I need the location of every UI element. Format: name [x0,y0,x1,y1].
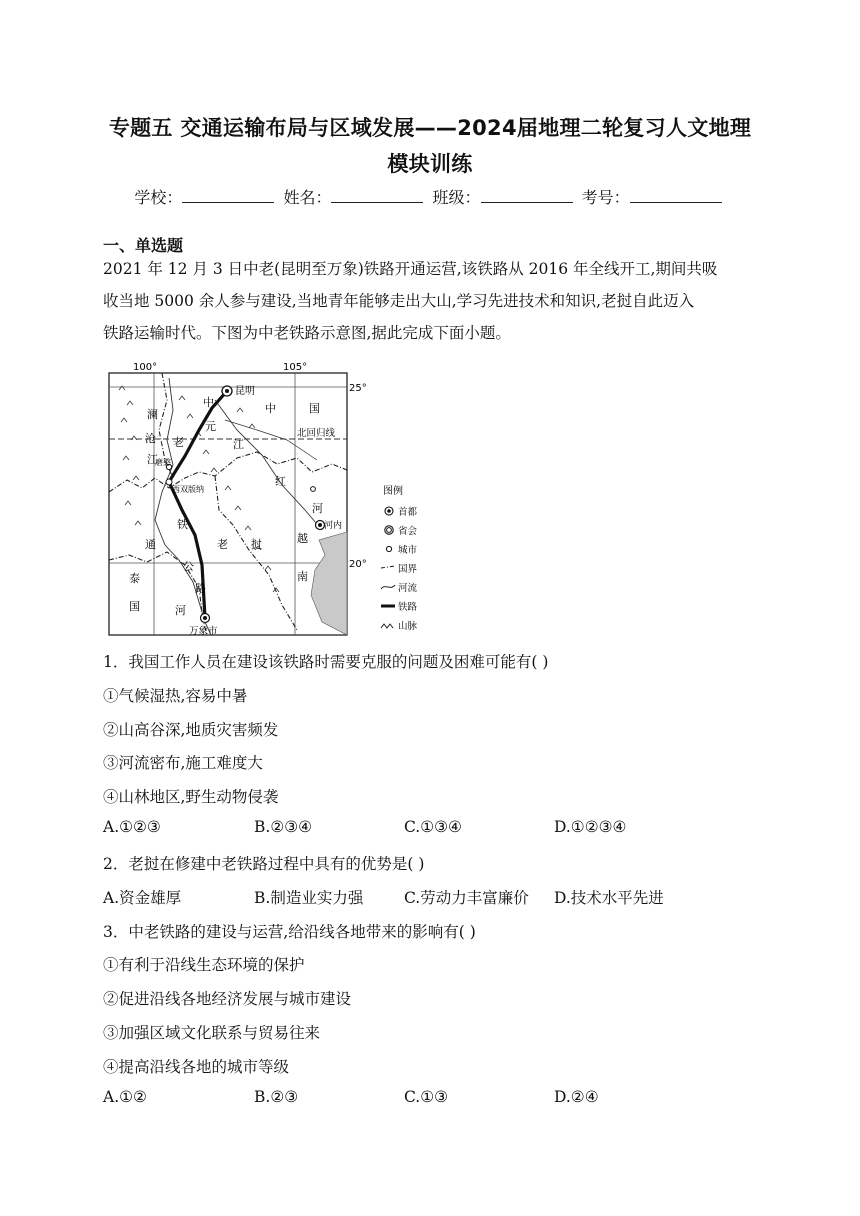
question-1-option-a[interactable]: A.①②③ [103,818,161,836]
lat-label-20: 20° [349,559,367,570]
question-1-statement: ②山高谷深,地质灾害频发 [103,721,279,739]
legend-mountain: 山脉 [398,621,417,632]
question-3-stem: 3．中老铁路的建设与运营,给沿线各地带来的影响有( ) [103,923,476,941]
lancang-char: 沧 [145,432,156,445]
vietnam-char: 南 [297,570,308,583]
railway-map [107,360,417,638]
question-2-option-a[interactable]: A.资金雄厚 [103,889,182,907]
school-label: 学校： [134,188,183,207]
yuanjiang-char: 江 [233,438,244,451]
lon-label-100: 100° [133,362,158,373]
lat-label-25: 25° [349,383,367,394]
question-3-option-d[interactable]: D.②④ [554,1088,599,1106]
thailand-char: 泰 [129,572,140,585]
kunming-marker [222,386,232,396]
yuanjiang-char: 元 [205,420,216,433]
intro-line: 铁路运输时代。下图为中老铁路示意图,据此完成下面小题。 [103,324,511,342]
legend-border-icon [381,566,395,568]
question-2-option-b[interactable]: B.制造业实力强 [254,889,364,907]
china-char: 中 [265,402,276,415]
legend-provincial: 省会 [398,526,417,537]
road-char: 公 [183,560,194,573]
exam-no-blank[interactable] [630,188,722,203]
question-1-stem: 1．我国工作人员在建设该铁路时需要克服的问题及困难可能有( ) [103,653,549,671]
question-3-statement: ④提高沿线各地的城市等级 [103,1058,290,1076]
question-1-option-c[interactable]: C.①③④ [404,818,462,836]
railway-char: 路 [195,582,206,595]
exam-no-label: 考号： [581,188,630,207]
question-1-statement: ①气候湿热,容易中暑 [103,687,248,705]
intro-line: 2021 年 12 月 3 日中老(昆明至万象)铁路开通运营,该铁路从 2016 年全线开工,期间共吸 [103,260,718,278]
legend-border: 国界 [398,564,417,575]
question-1-statement: ③河流密布,施工难度大 [103,754,263,772]
kunming-label: 昆明 [235,386,255,397]
question-3-option-c[interactable]: C.①③ [404,1088,449,1106]
question-3-option-a[interactable]: A.①② [103,1088,147,1106]
legend-title: 图例 [383,486,403,497]
red-river-char: 红 [275,475,286,488]
class-blank[interactable] [481,188,573,203]
school-blank[interactable] [182,188,274,203]
legend-capital-icon [385,507,393,515]
intro-line: 收当地 5000 余人参与建设,当地青年能够走出大山,学习先进技术和知识,老挝自此迈入 [103,292,695,310]
city-marker [311,487,316,492]
question-1-statement: ④山林地区,野生动物侵袭 [103,788,279,806]
vietnam-char: 越 [297,532,308,545]
question-2-stem: 2．老挝在修建中老铁路过程中具有的优势是( ) [103,855,425,873]
xishuangbanna-label: 西双版纳 [172,485,204,494]
page-title: 专题五 交通运输布局与区域发展——2024届地理二轮复习人文地理 [108,116,752,140]
legend-railway: 铁路 [398,602,417,613]
legend-river-icon [381,585,395,589]
student-info-row [0,185,860,208]
thailand-char: 国 [129,600,140,613]
intro-paragraph [103,253,753,349]
question-1-option-b[interactable]: B.②③④ [254,818,313,836]
legend-provincial-icon [385,526,393,534]
red-river-char: 河 [312,502,323,515]
legend-mountain-icon [381,624,393,628]
legend-city: 城市 [398,545,417,556]
question-3-statement: ②促进沿线各地经济发展与城市建设 [103,990,352,1008]
vientiane-marker [201,614,210,623]
laos-char: 老 [217,538,228,551]
question-3-statement: ①有利于沿线生态环境的保护 [103,956,305,974]
road-char: 通 [145,538,156,551]
legend-city-icon [386,546,391,551]
question-3-statement: ③加强区域文化联系与贸易往来 [103,1024,321,1042]
section-title: 一、单选题 [103,236,184,255]
railway-char: 老 [173,436,184,449]
mekong-char: 河 [175,604,186,617]
question-3-option-b[interactable]: B.②③ [254,1088,299,1106]
question-1-option-d[interactable]: D.①②③④ [554,818,627,836]
laos-char: 挝 [251,538,262,551]
railway-char: 中 [203,396,214,409]
railway-char: 铁 [177,518,188,531]
name-label: 姓名： [283,188,332,207]
vientiane-label: 万象市 [189,626,218,637]
hanoi-label: 河内 [324,521,343,531]
lon-label-105: 105° [283,362,308,373]
lancang-char: 江 [147,453,158,466]
legend-capital: 首都 [398,507,417,518]
legend-river: 河流 [398,583,417,594]
china-char: 国 [309,402,320,415]
mohan-label: 磨憨 [155,458,171,467]
class-label: 班级： [432,188,481,207]
name-blank[interactable] [331,188,423,203]
question-2-option-c[interactable]: C.劳动力丰富廉价 [404,889,529,907]
question-2-option-d[interactable]: D.技术水平先进 [554,889,664,907]
page-title-line2: 模块训练 [387,152,473,176]
lancang-char: 澜 [147,408,158,421]
tropic-label: 北回归线 [297,428,336,439]
